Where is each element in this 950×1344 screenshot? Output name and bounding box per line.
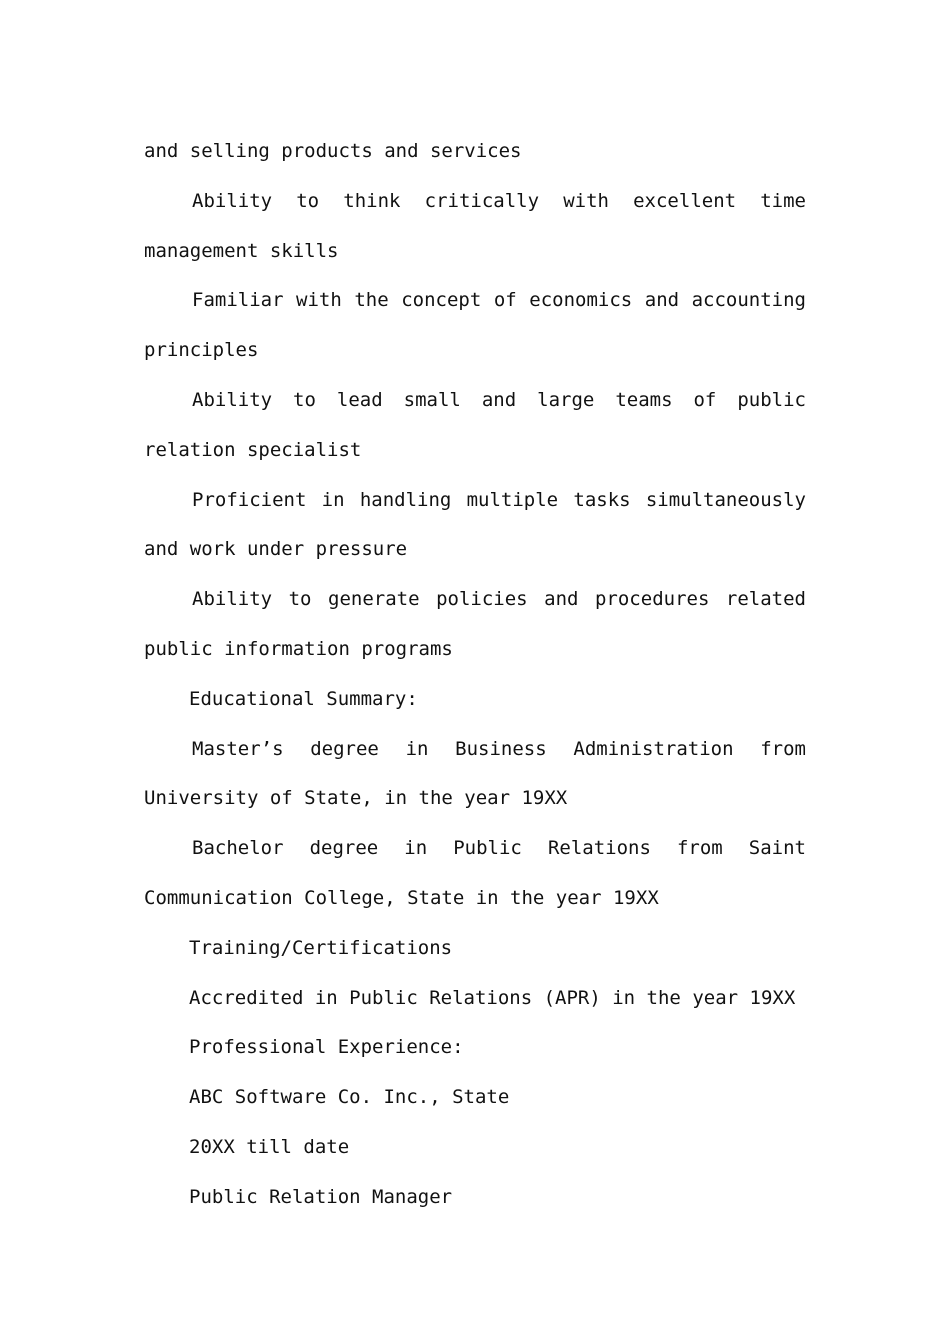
text-line: and selling products and services [144, 140, 522, 162]
text-line: relation specialist [144, 438, 362, 461]
text-line: Communication College, State in the year 19XX [144, 886, 659, 909]
resume-text-body [144, 130, 806, 1226]
text-line: Bachelor degree in Public Relations from Saint [192, 837, 806, 860]
text-line: ABC Software Co. Inc., State [189, 1086, 510, 1109]
section-heading: Training/Certifications [189, 936, 453, 959]
text-line: University of State, in the year 19XX [144, 787, 568, 810]
text-line: Public Relation Manager [189, 1185, 453, 1208]
text-line: Proficient in handling multiple tasks simultaneously [192, 488, 806, 511]
section-heading: Professional Experience: [189, 1036, 464, 1059]
text-line: Ability to generate policies and procedures related [192, 588, 806, 611]
text-line: and work under pressure [144, 538, 408, 561]
text-line: principles [144, 339, 259, 362]
text-line: management skills [144, 239, 339, 262]
text-line: Ability to lead small and large teams of public [192, 388, 806, 411]
section-heading: Educational Summary: [189, 687, 418, 710]
text-line: 20XX till date [189, 1135, 350, 1158]
text-line: Ability to think critically with excellent time [192, 189, 806, 212]
text-line: Familiar with the concept of economics and accounting [192, 289, 806, 312]
text-line: Master’s degree in Business Administration from [192, 737, 806, 760]
text-line: public information programs [144, 637, 453, 660]
text-line: Accredited in Public Relations (APR) in the year 19XX [189, 986, 796, 1009]
